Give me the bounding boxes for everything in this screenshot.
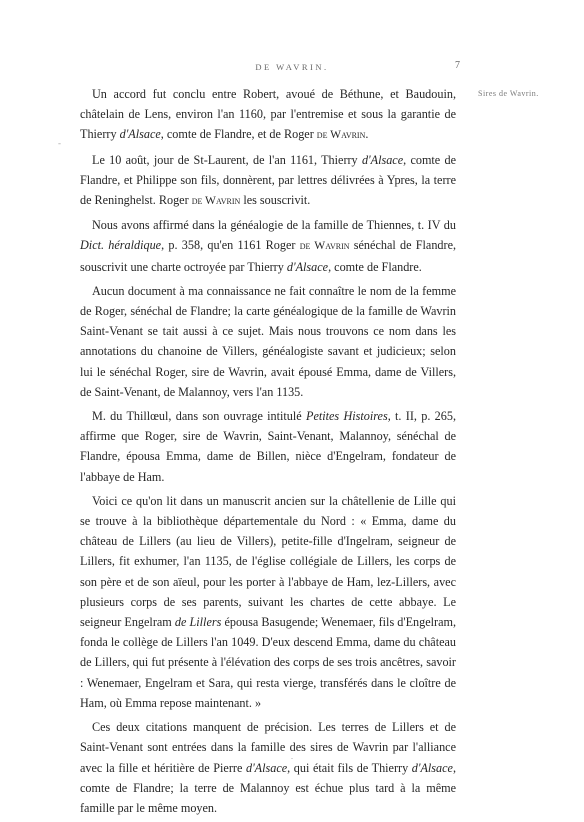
small-caps-name: de Wavrin: [191, 194, 241, 208]
italic-text: d'Alsace: [286, 259, 329, 274]
italic-text: Petites Histoires,: [306, 409, 391, 424]
italic-text: d'Alsace: [245, 760, 288, 775]
small-caps-name: de Wavrin: [316, 128, 366, 142]
paragraph: [80, 491, 456, 713]
text-run: , comte de Flandre; la terre de Malannoy est échue plus tard à la même famille par le même moyen.: [80, 760, 457, 815]
text-run: les souscrivit.: [240, 193, 311, 208]
margin-tick-mark: -: [58, 138, 61, 148]
paragraph: [80, 406, 456, 487]
small-caps-name: de Wavrin: [299, 239, 350, 253]
margin-note: Sires de Wavrin.: [478, 89, 539, 98]
italic-text: d'Alsace: [411, 760, 453, 775]
page-number: 7: [455, 60, 460, 71]
text-run: épousa Basugende; Wenemaer, fils d'Engelram, fonda le collège de Lillers l'an 1049. D'eux descend Emma, dame du château de Lillers, qui fut présente à l'élévation des corps de ses trois ancêtres, savoir : Wenemaer, Engelram et Sara, qui resta vierge, transférés dans le cloître de Ham, où Emma repose maintenant. »: [80, 615, 457, 710]
text-run: , comte de Flandre, et Philippe son fils, donnèrent, par lettres délivrées à Ypres, la terre de Reninghelst. Roger: [80, 152, 456, 208]
italic-text: d'Alsace: [119, 127, 161, 142]
text-run: Ces deux citations manquent de précision. Les terres de Lillers et de Saint-Venant sont entrées dans la famille des sires de Wavrin par l'alliance avec la fille et héritière de Pierre: [80, 720, 456, 775]
paragraph: [80, 281, 456, 402]
text-run: t. II, p. 265, affirme que Roger, sire de Wavrin, Saint-Venant, Malannoy, sénéchal de Flandre, épousa Emma, dame de Billen, nièce d'Engelram, fondateur de l'abbaye de Ham.: [80, 409, 456, 484]
text-run: Aucun document à ma connaissance ne fait connaître le nom de la femme de Roger, sénéchal de Flandre; la carte généalogique de la famille de Wavrin Saint-Venant se tait aussi à ce sujet. Mais nous trouvons ce nom dans les annotations du chanoine de Villers, généalogiste savant et judicieux; selon lui le sénéchal Roger, sire de Wavrin, avait épousé Emma, dame de Villers, de Saint-Venant, de Malannoy, vers l'an 1135.: [80, 283, 456, 399]
paragraph: [80, 150, 456, 212]
body-text: [80, 84, 456, 822]
italic-text: Dict. héraldique: [80, 238, 162, 253]
text-run: Le 10 août, jour de St-Laurent, de l'an 1161, Thierry: [92, 152, 362, 167]
paragraph: [80, 84, 456, 146]
text-run: Voici ce qu'on lit dans un manuscrit ancien sur la châtellenie de Lille qui se trouve à la bibliothèque départementale du Nord : « Emma, dame du château de Lillers (au lieu de Villers), petite-fille d'Ingelram, seigneur de Lillers, fit exhumer, l'an 1135, de l'église collégiale de Lillers, les corps de son père et de son aïeul, pour les porter à l'abbaye de Ham, lez-Lillers, avec plusieurs corps de ses parents, suivant les chartes de cette abbaye. Le seigneur Engelram: [80, 493, 456, 630]
bottom-mark: .: [291, 752, 293, 761]
text-run: .: [365, 127, 369, 142]
text-run: , p. 358, qu'en 1161 Roger: [161, 238, 300, 253]
text-run: , comte de Flandre.: [328, 259, 422, 274]
italic-text: d'Alsace: [361, 152, 404, 167]
italic-text: de Lillers: [174, 615, 222, 630]
text-run: , comte de Flandre, et de Roger: [160, 127, 317, 142]
paragraph: [80, 215, 456, 277]
text-run: M. du Thillœul, dans son ouvrage intitulé: [92, 409, 306, 424]
text-run: , qui était fils de Thierry: [287, 760, 412, 775]
text-run: sénéchal de Flandre, souscrivit une charte octroyée par Thierry: [80, 238, 457, 274]
text-run: Un accord fut conclu entre Robert, avoué de Béthune, et Baudouin, châtelain de Lens, environ l'an 1160, par l'entremise et sous la garantie de Thierry: [80, 87, 456, 142]
running-head: DE WAVRIN.: [255, 62, 329, 72]
text-run: Nous avons affirmé dans la généalogie de la famille de Thiennes, t. IV du: [92, 218, 456, 233]
